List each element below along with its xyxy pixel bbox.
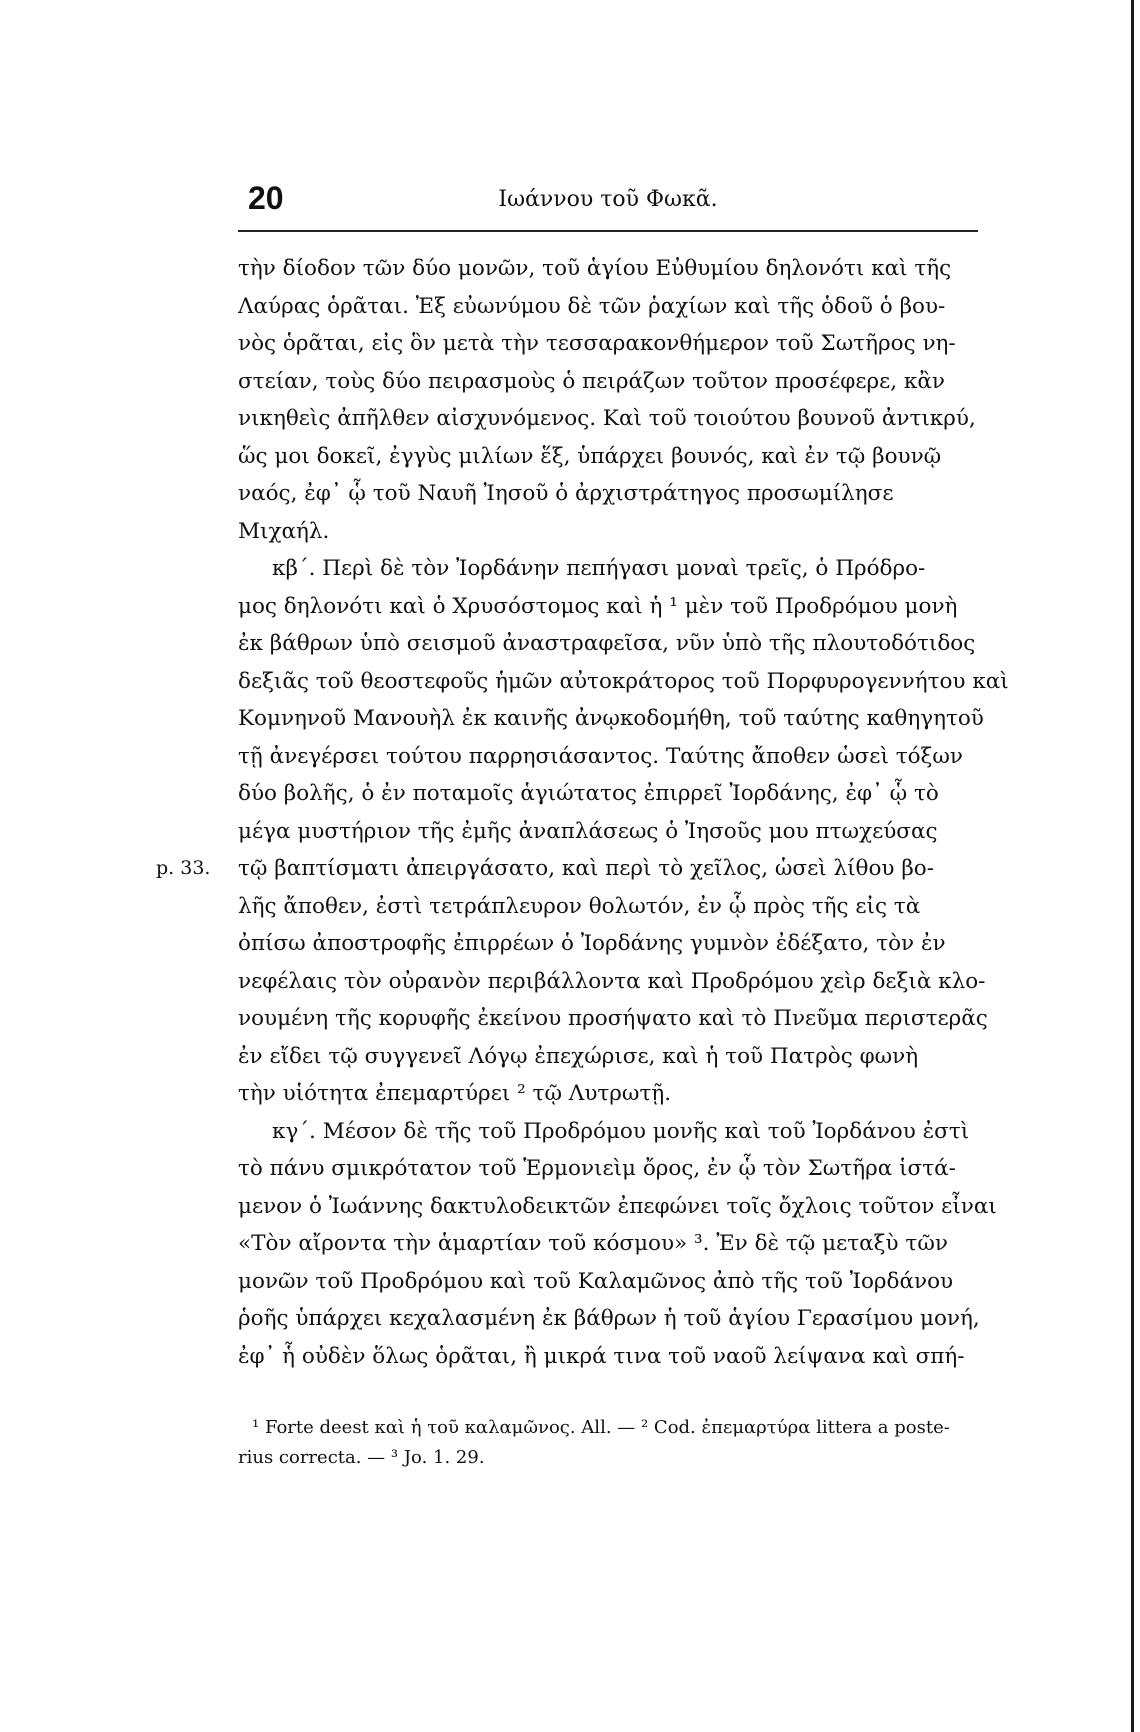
text-line: τὸ πάνυ σμικρότατον τοῦ Ἑρμονιεὶμ ὄρος, ἐν ᾧ τὸν Σωτῆρα ἱστά- [238, 1156, 956, 1181]
text-line: νεφέλαις τὸν οὐρανὸν περιβάλλοντα καὶ Προδρόμου χεὶρ δεξιὰ κλο- [238, 968, 986, 994]
text-line: ὥς μοι δοκεῖ, ἐγγὺς μιλίων ἕξ, ὑπάρχει βουνός, καὶ ἐν τῷ βουνῷ [238, 443, 942, 469]
text-line: Λαύρας ὁρᾶται. Ἐξ εὐωνύμου δὲ τῶν ῥαχίων καὶ τῆς ὁδοῦ ὁ βου- [238, 293, 946, 319]
text-line: τὴν δίοδον τῶν δύο μονῶν, τοῦ ἁγίου Εὐθυμίου δηλονότι καὶ τῆς [238, 256, 952, 281]
text-line: τὴν υἱότητα ἐπεμαρτύρει ² τῷ Λυτρωτῇ. [238, 1081, 672, 1106]
text-line-with-margin-note [156, 850, 978, 888]
page-number: 20 [248, 180, 284, 216]
header-rule [238, 230, 978, 232]
text-line: «Τὸν αἴροντα τὴν ἁμαρτίαν τοῦ κόσμου» ³. Ἐν δὲ τῷ μεταξὺ τῶν [238, 1231, 948, 1256]
text-line: μονῶν τοῦ Προδρόμου καὶ τοῦ Καλαμῶνος ἀπὸ τῆς τοῦ Ἰορδάνου [238, 1268, 954, 1294]
page-edge-shadow [1131, 0, 1134, 1732]
text-line: Μιχαήλ. [238, 518, 330, 544]
text-line: ναός, ἐφ᾽ ᾧ τοῦ Ναυῆ Ἰησοῦ ὁ ἀρχιστράτηγος προσωμίλησε [238, 481, 894, 506]
text-line: δύο βολῆς, ὁ ἐν ποταμοῖς ἁγιώτατος ἐπιρρεῖ Ἰορδάνης, ἐφ᾽ ᾧ τὸ [238, 781, 939, 806]
text-line: νικηθεὶς ἀπῆλθεν αἰσχυνόμενος. Καὶ τοῦ τοιούτου βουνοῦ ἀντικρύ, [238, 406, 976, 431]
text-line: νουμένη τῆς κορυφῆς ἐκείνου προσήψατο καὶ τὸ Πνεῦμα περιστερᾶς [238, 1006, 988, 1031]
page-header [238, 178, 978, 224]
text-line: δεξιᾶς τοῦ θεοστεφοῦς ἡμῶν αὐτοκράτορος τοῦ Πορφυρογεννήτου καὶ [238, 668, 1009, 694]
text-line: Κομνηνοῦ Μανουὴλ ἐκ καινῆς ἀνῳκοδομήθη, τοῦ ταύτης καθηγητοῦ [238, 706, 984, 731]
book-page [156, 178, 1009, 1473]
text-line: ῥοῆς ὑπάρχει κεχαλασμένη ἐκ βάθρων ἡ τοῦ ἁγίου Γερασίμου μονή, [238, 1306, 980, 1331]
text-line: στείαν, τοὺς δύο πειρασμοὺς ὁ πειράζων τοῦτον προσέφερε, κἂν [238, 368, 945, 394]
section-start-line: κγ΄. Μέσον δὲ τῆς τοῦ Προδρόμου μονῆς καὶ τοῦ Ἰορδάνου ἐστὶ [272, 1118, 970, 1144]
text-line: ἐν εἴδει τῷ συγγενεῖ Λόγῳ ἐπεχώρισε, καὶ ἡ τοῦ Πατρὸς φωνὴ [238, 1043, 919, 1069]
text-line: νὸς ὁρᾶται, εἰς ὃν μετὰ τὴν τεσσαρακονθήμερον τοῦ Σωτῆρος νη- [238, 331, 956, 356]
text-line: μος δηλονότι καὶ ὁ Χρυσόστομος καὶ ἡ ¹ μὲν τοῦ Προδρόμου μονὴ [238, 593, 958, 619]
text-line: μενον ὁ Ἰωάννης δακτυλοδεικτῶν ἐπεφώνει τοῖς ὄχλοις τοῦτον εἶναι [238, 1193, 997, 1219]
footnote-line: rius correcta. — ³ Jo. 1. 29. [238, 1447, 485, 1468]
section-start-line: κβ΄. Περὶ δὲ τὸν Ἰορδάνην πεπήγασι μοναὶ τρεῖς, ὁ Πρόδρο- [272, 556, 926, 581]
text-line: μέγα μυστήριον τῆς ἐμῆς ἀναπλάσεως ὁ Ἰησοῦς μου πτωχεύσας [238, 818, 938, 844]
text-line: τῇ ἀνεγέρσει τούτου παρρησιάσαντος. Ταύτης ἄποθεν ὡσεὶ τόξων [238, 743, 963, 769]
footnote-line: ¹ Forte deest καὶ ἡ τοῦ καλαμῶνος. All. — ² Cod. ἐπεμαρτύρα littera a poste- [252, 1417, 950, 1438]
text-line: ὀπίσω ἀποστροφῆς ἐπιρρέων ὁ Ἰορδάνης γυμνὸν ἐδέξατο, τὸν ἐν [238, 931, 946, 956]
running-head: Ιωάννου τοῦ Φωκᾶ. [498, 187, 718, 212]
main-text [156, 250, 1009, 1375]
margin-page-reference: p. 33. [156, 857, 211, 879]
text-line: ἐκ βάθρων ὑπὸ σεισμοῦ ἀναστραφεῖσα, νῦν ὑπὸ τῆς πλουτοδότιδος [238, 631, 976, 656]
text-line: λῆς ἄποθεν, ἐστὶ τετράπλευρον θολωτόν, ἐν ᾧ πρὸς τῆς εἰς τὰ [238, 893, 921, 919]
footnotes [238, 1413, 978, 1473]
text-line: ἐφ᾽ ἧ οὐδὲν ὅλως ὁρᾶται, ἢ μικρά τινα τοῦ ναοῦ λείψανα καὶ σπή- [238, 1343, 965, 1369]
text-line: τῷ βαπτίσματι ἀπειργάσατο, καὶ περὶ τὸ χεῖλος, ὡσεὶ λίθου βο- [238, 856, 934, 881]
